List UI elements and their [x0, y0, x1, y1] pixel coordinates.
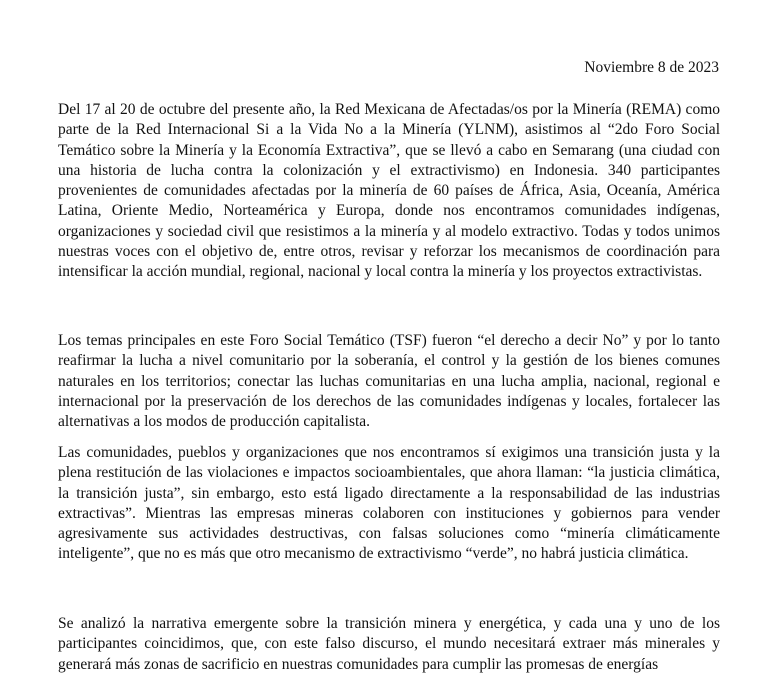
document-date: Noviembre 8 de 2023: [584, 59, 719, 76]
paragraph-main-themes: Los temas principales en este Foro Social Temático (TSF) fueron “el derecho a decir No” y por lo tanto reafirmar la lucha a nivel comunitario por la soberanía, el control y la gestión de los bienes comunes naturales en los territorios; conectar las luchas comunitarias en una lucha amplia, nacional, regional e internacional por la preservación de los derechos de las comunidades indígenas y locales, fortalecer las alternativas a los modos de producción capitalista.: [58, 332, 720, 431]
paragraph-mining-narrative: Se analizó la narrativa emergente sobre la transición minera y energética, y cada una y uno de los participantes coincidimos, que, con este falso discurso, el mundo necesitará extraer más minerales y generará más zonas de sacrificio en nuestras comunidades para cumplir las promesas de energías: [58, 615, 720, 673]
paragraph-forum-attendance: Del 17 al 20 de octubre del presente año, la Red Mexicana de Afectadas/os por la Minería (REMA) como parte de la Red Internacional Si a la Vida No a la Minería (YLNM), asistimos al “2do Foro Social Temático sobre la Minería y la Economía Extractiva”, que se llevó a cabo en Semarang (una ciudad con una historia de lucha contra la colonización y el extractivismo) en Indonesia. 340 participantes provenientes de comunidades afectadas por la minería de 60 países de África, Asia, Oceanía, América Latina, Oriente Medio, Norteamérica y Europa, donde nos encontramos comunidades indígenas, organizaciones y sociedad civil que resistimos a la minería y al modelo extractivo. Todas y todos unimos nuestras voces con el objetivo de, entre otros, revisar y reforzar los mecanismos de coordinación para intensificar la acción mundial, regional, nacional y local contra la minería y los proyectos extractivistas.: [58, 101, 720, 281]
paragraph-just-transition: Las comunidades, pueblos y organizaciones que nos encontramos sí exigimos una transición justa y la plena restitución de las violaciones e impactos socioambientales, que ahora llaman: “la justicia climática, la transición justa”, sin embargo, esto está ligado directamente a la responsabilidad de las industrias extractivas”. Mientras las empresas mineras colaboren con instituciones y gobiernos para vender agresivamente sus actividades destructivas, con falsas soluciones como “minería climáticamente inteligente”, que no es más que otro mecanismo de extractivismo “verde”, no habrá justicia climática.: [58, 444, 720, 563]
